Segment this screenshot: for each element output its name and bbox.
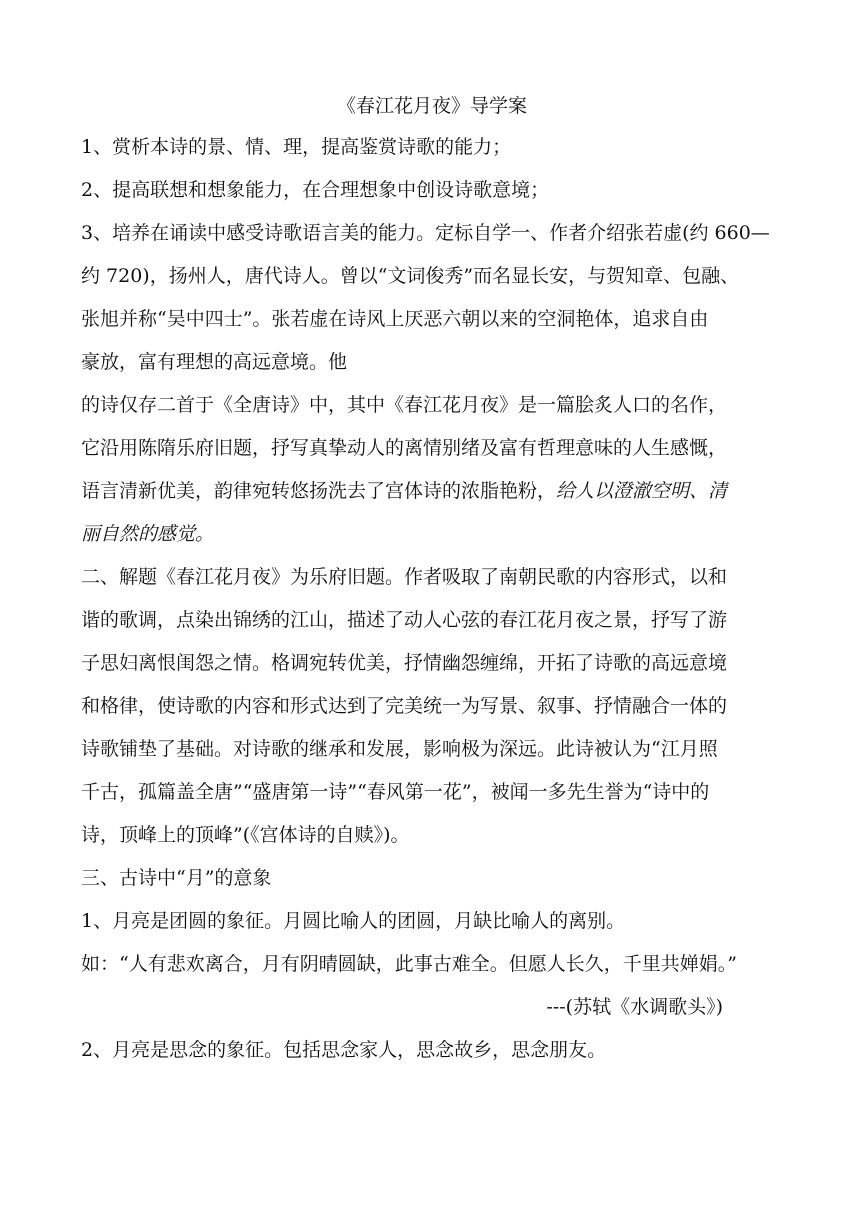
paragraph-line: 诗，顶峰上的顶峰”(《宫体诗的自赎》)。 (81, 824, 410, 846)
paragraph-line: 它沿用陈隋乐府旧题，抒写真挚动人的离情别绪及富有哲理意味的人生感慨， (81, 437, 728, 459)
moon-item-2: 2、月亮是思念的象征。包括思念家人，思念故乡，思念朋友。 (81, 1039, 607, 1061)
italic-text: 给人以澄澈空明、清 (556, 480, 728, 502)
author-paragraph (81, 212, 783, 384)
paragraph-line: 子思妇离恨闺怨之情。格调宛转优美，抒情幽怨缠绵，开拓了诗歌的高远意境 (81, 652, 728, 674)
document-page (81, 86, 783, 1072)
paragraph-line: 约 720)，扬州人，唐代诗人。曾以“文词俊秀”而名显长安，与贺知章、包融、 (81, 265, 740, 287)
paragraph-line: 诗歌铺垫了基础。对诗歌的继承和发展，影响极为深远。此诗被认为“江月照 (81, 738, 718, 760)
section-heading: 三、古诗中“月”的意象 (81, 867, 272, 889)
moon-item-1: 1、月亮是团圆的象征。月圆比喻人的团圆，月缺比喻人的离别。 (81, 910, 626, 932)
paragraph-line-text: 语言清新优美，韵律宛转悠扬洗去了宫体诗的浓脂艳粉， (81, 480, 557, 502)
paragraph-line: 千古，孤篇盖全唐”“盛唐第一诗”“春风第一花”，被闻一多先生誉为“诗中的 (81, 781, 710, 803)
quote-citation: ---(苏轼《水调歌头》) (546, 996, 723, 1018)
paragraph-line (81, 470, 783, 513)
paragraph-line: 的诗仅存二首于《全唐诗》中，其中《春江花月夜》是一篇脍炙人口的名作， (81, 394, 728, 416)
poem-intro-paragraph (81, 384, 783, 556)
poem-quote: 如：“人有悲欢离合，月有阴晴圆缺，此事古难全。但愿人长久，千里共婵娟。” (81, 953, 737, 975)
italic-text-line: 丽自然的感觉。 (81, 523, 215, 545)
page-title: 《春江花月夜》导学案 (336, 95, 527, 117)
paragraph-line: 张旭并称“吴中四士”。张若虚在诗风上厌恶六朝以来的空洞艳体，追求自由 (81, 308, 709, 330)
title-explanation-paragraph (81, 556, 783, 857)
goal-1: 1、赏析本诗的景、情、理，提高鉴赏诗歌的能力； (81, 136, 512, 158)
paragraph-line: 谐的歌调，点染出锦绣的江山，描述了动人心弦的春江花月夜之景，抒写了游 (81, 609, 728, 631)
paragraph-line: 和格律，使诗歌的内容和形式达到了完美统一为写景、叙事、抒情融合一体的 (81, 695, 728, 717)
goal-2: 2、提高联想和想象能力，在合理想象中创设诗歌意境； (81, 179, 550, 201)
paragraph-line: 二、解题《春江花月夜》为乐府旧题。作者吸取了南朝民歌的内容形式，以和 (81, 566, 728, 588)
paragraph-line: 3、培养在诵读中感受诗歌语言美的能力。定标自学一、作者介绍张若虚(约 660— (81, 222, 770, 244)
paragraph-line: 豪放，富有理想的高远意境。他 (81, 351, 348, 373)
